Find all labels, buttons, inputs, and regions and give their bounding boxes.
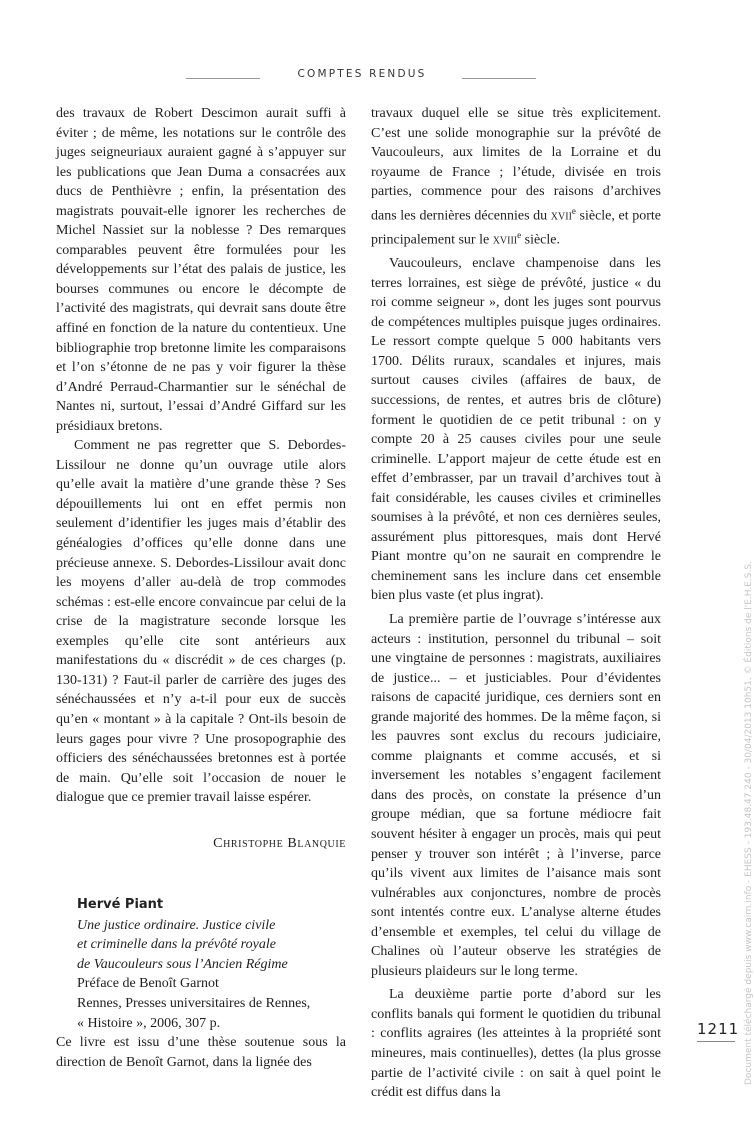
- reviewed-book-author: Hervé Piant: [77, 897, 164, 913]
- right-paragraph-3: La première partie de l’ouvrage s’intéresse aux acteurs : institution, personnel du tribunal – soit une vingtaine de personnes : magistrats, auxiliaires de justice... – et justiciables. Pour d’évidentes raisons de capacité juridique, ces derniers sont en grande majorité des hommes. De la même façon, si les pauvres sont exclus du recours judiciaire, comme plaignants et comme accusés, et si inversement les notables s’engagent facilement dans des procès, on constate la présence d’un groupe médian, que sa fortune médiocre fait souvent hésiter à engager un procès, mais qui peut penser y trouver son intérêt ; à l’inverse, parce qu’ils vivent aux limites de l’aisance mais sont vulnérables aux conjonctures, nombre de procès sont intentés contre eux. L’analyse alterne études d’ensemble et exemples, tel celui du village de Chalines où l’auteur observe les stratégies de plusieurs plaideurs sur le long terme.: [371, 611, 661, 979]
- page-number: 1211: [697, 1020, 740, 1038]
- left-column: [56, 104, 346, 1072]
- book-preface: Préface de Benoît Garnot: [77, 976, 219, 992]
- review-signature: Christophe Blanquie: [213, 835, 346, 851]
- running-head: COMPTES RENDUS: [297, 68, 427, 80]
- book-publisher-line-2: « Histoire », 2006, 307 p.: [77, 1015, 221, 1031]
- century-xviii: xviii: [492, 232, 518, 248]
- right-paragraph-2: Vaucouleurs, enclave champenoise dans les terres lorraines, est siège de prévôté, justice « du roi comme seigneur », dont les juges sont pourvus de compétences multiples puisque juges ordinaires. Le ressort compte quelque 5 000 habitants vers 1700. Délits ruraux, scandales et injures, mais surtout causes civiles (affaires de baux, de successions, de rentes, et autres bris de clôture) forment le quotidien de ce petit tribunal : on y compte 20 à 25 causes civiles pour une seule criminelle. L’apport majeur de cette étude est en effet d’embrasser, par un travail d’archives tout à fait considérable, les causes civiles et criminelles soumises à la prévôté, et non ces dernières seules, assurément plus pittoresques, mais dont Hervé Piant montre qu’on ne saurait en comprendre le cheminement sans les inclure dans cet ensemble bien plus vaste (et plus ingrat).: [371, 256, 661, 604]
- page-number-rule: [697, 1041, 735, 1042]
- header-rule-right: [462, 78, 536, 79]
- left-paragraph-3: Ce livre est issu d’une thèse soutenue sous la direction de Benoît Garnot, dans la lignée des: [56, 1035, 346, 1070]
- century-xvii: xvii: [550, 208, 572, 224]
- book-publisher-line-1: Rennes, Presses universitaires de Rennes,: [77, 995, 311, 1011]
- book-title-line-1: Une justice ordinaire. Justice civile: [77, 917, 276, 933]
- header-rule-left: [186, 78, 260, 79]
- book-title-line-3: de Vaucouleurs sous l’Ancien Régime: [77, 956, 288, 972]
- left-paragraph-2: Comment ne pas regretter que S. Debordes-Lissilour ne donne qu’un ouvrage utile alors qu’elle avait la matière d’une grande thèse ? Ses dépouillements lui ont en effet permis non seulement d’identifier les juges mais d’établir des généalogies d’offices qu’elle donne dans une précieuse annexe. S. Debordes-Lissilour avait donc les moyens d’aller au-delà de trop commodes schémas : est-elle encore convaincue par celui de la crise de la magistrature seconde lorsque les exemples qu’elle cite sont antérieurs aux manifestations du « discrédit » de ces charges (p. 130-131) ? Faut-il parler de carrière des juges des sénéchaussées et n’y a-t-il pour eux de succès qu’en « montant » à la capitale ? Ont-ils besoin de leurs gages pour vivre ? Une prosopographie des officiers des sénéchaussées bretonnes est à portée de main. Qu’elle soit l’occasion de nouer le dialogue que ce premier travail laisse espérer.: [56, 438, 346, 806]
- left-paragraph-1: des travaux de Robert Descimon aurait suffi à éviter ; de même, les notations sur le contrôle des juges seigneuriaux auraient gagné à s’appuyer sur les publications que Jean Duma a consacrées aux ducs de Penthièvre ; enfin, la présentation des magistrats pouvait-elle ignorer les recherches de Michel Nassiet sur la noblesse ? Des remarques comparables peuvent être formulées pour les développements sur l’état des palais de justice, les bourses communes ou encore le décompte de l’activité des magistrats, qui devrait sans doute être affiné en fonction de la nature du contentieux. Une bibliographie trop bretonne limite les comparaisons et l’on s’étonne de ne pas y voir figurer la thèse d’André Perraud-Charmantier sur le sénéchal de Nantes ni, surtout, l’essai d’André Giffard sur les présidiaux bretons.: [56, 106, 346, 434]
- right-column: [371, 104, 661, 1103]
- right-paragraph-1: travaux duquel elle se situe très explicitement. C’est une solide monographie sur la prévôté de Vaucouleurs, aux limites de la Lorraine et du royaume de France ; l’étude, divisée en trois parties, commence pour des raisons d’archives dans les dernières décennies du xvii$^e$ siècle, et porte principalement sur le xviii$^e$ siècle.: [371, 106, 661, 248]
- book-title-line-2: et criminelle dans la prévôté royale: [77, 937, 276, 953]
- right-paragraph-4: La deuxième partie porte d’abord sur les conflits banals qui forment le quotidien du tribunal : conflits agraires (les atteintes à la propriété sont mineures, mais continuelles), dettes (la plus grosse partie de l’activité civile : on sait à quel point le crédit est diffus dans la: [371, 987, 661, 1101]
- review-header: [56, 895, 346, 1033]
- download-watermark: Document téléchargé depuis www.cairn.info - EHESS - 193.48.47.240 - 30/04/2013 10h51. © Éditions de l'E.H.E.S.S.: [744, 561, 754, 1085]
